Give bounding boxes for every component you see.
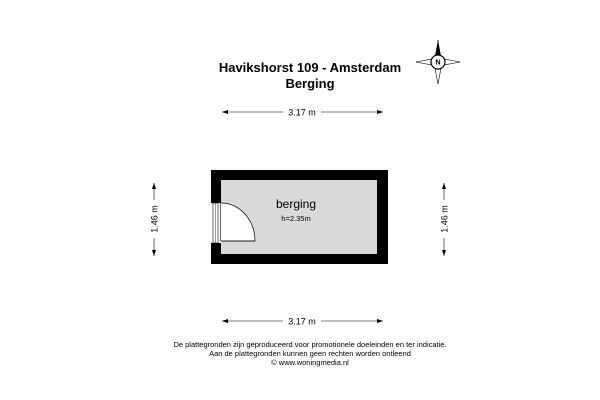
bottom-dimension — [222, 314, 383, 327]
right-dimension-label: 1.46 m — [439, 205, 450, 233]
disclaimer-line-2: Aan de plattegronden kunnen geen rechten worden ontleend — [209, 349, 411, 358]
right-dimension — [437, 183, 451, 256]
room-berging — [210, 170, 388, 264]
disclaimer-line-1: De plattegronden zijn geproduceerd voor promotionele doeleinden en ter indicatie. — [173, 340, 447, 349]
disclaimer-footer — [100, 340, 520, 367]
compass-north-label: N — [435, 59, 441, 67]
top-dimension-label: 3.17 m — [288, 107, 316, 118]
room-name-label: berging — [275, 197, 317, 211]
floor-title: Berging — [285, 76, 335, 91]
left-dimension-label: 1.46 m — [149, 205, 160, 233]
room-height-label: h=2.35m — [281, 214, 311, 223]
address-title: Havikshorst 109 - Amsterdam — [218, 60, 402, 75]
left-dimension — [147, 183, 161, 256]
bottom-dimension-label: 3.17 m — [288, 316, 316, 327]
copyright-line: © www.woningmedia.nl — [271, 358, 349, 367]
compass-icon — [416, 40, 460, 84]
top-dimension — [222, 105, 383, 118]
